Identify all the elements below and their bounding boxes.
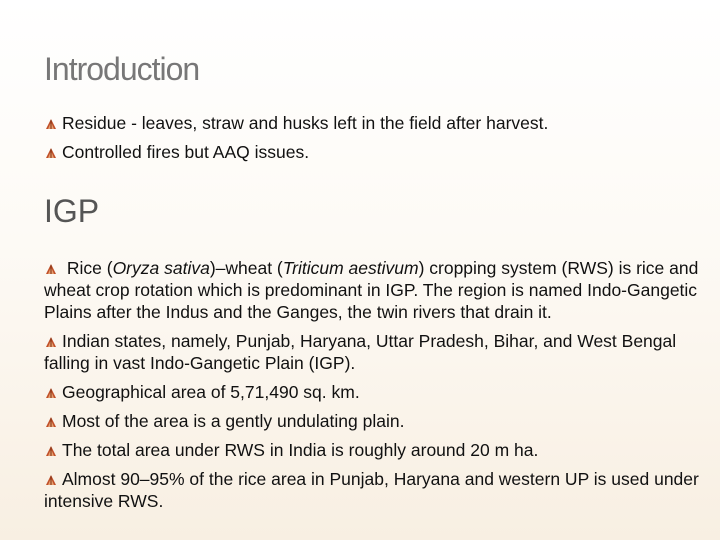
list-item — [44, 257, 704, 323]
bullet-text: Indian states, namely, Punjab, Haryana, Uttar Pradesh, Bihar, and West Bengal falling in vast Indo-Gangetic Plain (IGP). — [44, 331, 677, 373]
wheat-sheaf-icon — [44, 416, 58, 428]
wheat-sheaf-icon — [44, 263, 58, 275]
scientific-name-wheat: Triticum aestivum — [282, 258, 419, 278]
list-item — [44, 439, 704, 461]
wheat-sheaf-icon — [44, 387, 58, 399]
list-item — [44, 112, 704, 134]
slide-title: Introduction — [44, 51, 200, 87]
wheat-sheaf-icon — [44, 445, 58, 457]
bullet-text: Residue - leaves, straw and husks left in the field after harvest. — [62, 113, 549, 133]
bullet-text: Most of the area is a gently undulating plain. — [62, 411, 405, 431]
bullet-text: The total area under RWS in India is roughly around 20 m ha. — [62, 440, 539, 460]
bullet-text-mid: )–wheat ( — [209, 258, 283, 278]
bullet-text: Almost 90–95% of the rice area in Punjab, Haryana and western UP is used under intensive RWS. — [44, 469, 699, 511]
wheat-sheaf-icon — [44, 336, 58, 348]
bullet-text: Geographical area of 5,71,490 sq. km. — [62, 382, 360, 402]
bullet-text-pre: Rice ( — [62, 258, 113, 278]
bullet-text-post: ) cropping system (RWS) is rice and wheat crop rotation which is predominant in IGP. The region is named Indo-Gangetic Plains after the Indus and the Ganges, the twin rivers that drain it. — [44, 258, 699, 322]
wheat-sheaf-icon — [44, 147, 58, 159]
list-item — [44, 468, 704, 512]
bullet-text: Controlled fires but AAQ issues. — [62, 142, 310, 162]
section-title: IGP — [44, 193, 100, 229]
wheat-sheaf-icon — [44, 118, 58, 130]
igp-bullet-list — [44, 257, 704, 519]
scientific-name-rice: Oryza sativa — [112, 258, 210, 278]
intro-bullet-list — [44, 112, 704, 170]
wheat-sheaf-icon — [44, 474, 58, 486]
list-item — [44, 381, 704, 403]
list-item — [44, 141, 704, 163]
list-item — [44, 330, 704, 374]
list-item — [44, 410, 704, 432]
